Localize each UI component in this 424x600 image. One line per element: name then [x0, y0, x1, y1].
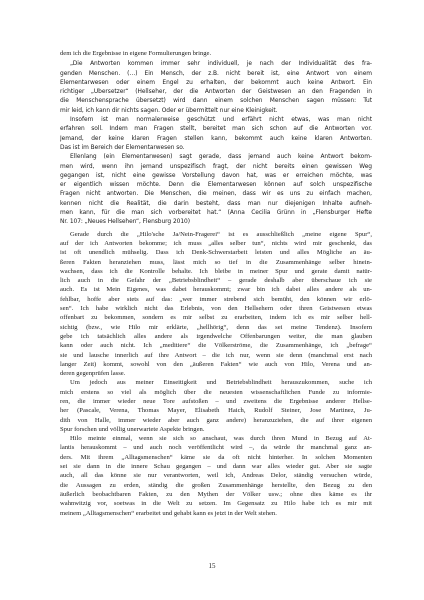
text-line: die Menschensprache übersetzt) wird dann einem solchen Menschen sagen müssen: Tut: [60, 98, 372, 105]
text-line: ßeren Fakten heranziehen muss, lässt mich so tief in die Zusammenhänge selber hinein-: [60, 258, 372, 266]
text-line: die Aussagen zu erden, ständig die großen Zusammenhänge herstellte, den Bezug zu den: [60, 481, 372, 489]
text-line: meinem „Alltagsmenschen“ erarbeitet und gehabt kann es jetzt in der Welt stehen.: [60, 509, 277, 517]
text-line: mir leid, ich kann dir nichts sagen. Oder er übermittelt nur eine Kleinigkeit.: [60, 107, 278, 114]
text-line: wahnwitzig vor, soetwas in die Welt zu setzen. Im Gegensatz zu Hilo habe ich es mir mit: [60, 500, 372, 508]
text-line: genden Menschen. (…) Ein Mensch, der z.B. nicht bereit ist, eine Antwort von einem: [60, 70, 372, 77]
text-line: „Die Antworten kommen immer sehr individuell, je nach der Individualität des fra-: [70, 61, 372, 68]
text-line: lantis herauskommt – und auch noch veröffentlicht wird –, da würde ihr manchmal ganz an-: [60, 444, 372, 452]
text-line: Elementarwesen oder einem Engel zu erhalten, der bekommt auch keine Antwort. Ein: [60, 79, 372, 86]
body-paragraphs: [60, 230, 372, 518]
text-line: auf der ich Antworten bekomme; ich muss „alles selber tun“, nichts wird mir geschenkt, das: [60, 239, 372, 247]
body-paragraphs: [60, 49, 372, 58]
text-line: lich auch in die Gefahr der „Betriebsblindheit“ – gerade deshalb aber überschaue ich sie: [60, 277, 372, 285]
text-line: auch. Es ist Mein Eigenes, was dabei herauskommt; zwar bin ich dabei alles andere als un-: [60, 286, 372, 294]
text-line: Spur forschen und völlig unerwartete Aspekte bringen.: [60, 425, 205, 433]
text-line: her (Pascale, Verena, Thomas Mayer, Elisabeth Haich, Rudolf Steiner, Jose Martinez, Ju-: [60, 407, 372, 415]
text-line: gebe ich tatsächlich alles andere als irgendwelche Offenbarungen weiter, die man glauben: [60, 332, 372, 340]
text-line: ren, die immer wieder neue Tore aufstoßen – und zweitens die Ergebnisse anderer Hellse-: [60, 397, 372, 405]
text-line: kann oder auch nicht. Ich „meditiere“ die Völkerströme, die Zusammenhänge, ich „befrage“: [60, 342, 372, 350]
text-line: wachsen, dass ich die Kontrolle behalte. Ich bleibe in meiner Spur und gerate damit natür-: [60, 267, 372, 275]
text-line: ist oft unendlich mühselig. Dass ich Denk-Schwerstarbeit leisten und alles Mögliche an äu-: [60, 249, 372, 257]
text-line: deren gegenprüfen lasse.: [60, 370, 126, 378]
page-number: 15: [208, 562, 216, 570]
quote-block: [60, 60, 372, 227]
text-line: Jemand, der keine klaren Fragen stellen kann, bekommt auch keine klaren Antworten.: [60, 135, 372, 142]
text-line: Fragen nicht antworten. Die Menschen, die meinen, dass wir es uns zu einfach machen,: [60, 191, 372, 198]
text-line: er eigentlich wissen möchte. Denn die Elementarwesen können auf solch unspezifische: [60, 182, 372, 189]
text-line: kennen nicht die Realität, die darin besteht, dass man nur diejenigen Inhalte aufneh-: [60, 200, 372, 207]
text-line: Ellenlang (ein Elementarwesen) sagt gerade, dass jemand auch keine Antwort bekom-: [70, 154, 372, 161]
text-line: men kann, für die man sich vorbereitet hat.“ (Anna Cecilia Grünn in „Flensburger Hefte: [60, 210, 372, 217]
text-line: äußerlich beobachtbaren Fakten, zu den Mythen der Völker usw.; ohne dies käme es ihr: [60, 490, 372, 498]
text-line: Gerade durch die „Hilo'sche Ja/Nein-Fragerei“ ist es ausschließlich „meine eigene Spur“,: [70, 230, 372, 238]
text-line: auch, all das könne sie nur verantworten, weil ich, Andreas Delor, ständig versuchen würde,: [60, 472, 372, 480]
page-content: [60, 49, 372, 518]
text-line: mich erstens so viel als möglich über die neuesten wissenschaftlichen Funde zu informie-: [60, 388, 372, 396]
text-line: dith von Halle, immer wieder aber auch ganz andere) heranzuziehen, die auf ihrer eigenen: [60, 416, 372, 424]
text-line: sei sie dann in die innere Schau gegangen – und dann war alles wieder gut. Aber sie sagte: [60, 463, 372, 471]
text-line: erfahren soll. Indem man Fragen stellt, bereitet man sich schon auf die Antworten vor.: [60, 126, 372, 133]
text-line: gegangen ist, nicht eine gewisse Vorstellung davon hat, was er erreichen möchte, was: [60, 172, 372, 179]
text-line: dem ich die Ergebnisse in eigene Formulierungen bringe.: [60, 50, 212, 57]
text-line: sie und lausche innerlich auf ihre Antwort – die ich nur, wenn sie denn (manchmal erst nach: [60, 351, 372, 359]
text-line: langer Zeit) kommt, sowohl von den „äußeren Fakten“ wie auch von Hilo, Verena und an-: [60, 360, 372, 368]
text-line: men wird, wenn ihn jemand unspezifisch fragt, der nicht bereits einen gewissen Weg: [60, 163, 372, 170]
text-line: offenbart zu bekommen, sondern es mir selbst zu erarbeiten, indem ich es mir selber hell-: [60, 314, 372, 322]
text-line: Das ist im Bereich der Elementarwesen so.: [60, 144, 185, 151]
text-line: ders. Mit ihrem „Alltagsmenschen“ käme sie da oft nicht hinterher. In solchen Momenten: [60, 453, 372, 461]
text-line: Insofern ist man normalerweise geschützt und erfährt nicht etwas, was man nicht: [70, 117, 372, 124]
text-line: fehlbar, hoffe aber stets auf das: „wer immer strebend sich bemüht, den können wir erlö-: [60, 295, 372, 303]
text-line: sichtig (bzw., wie Hilo mir erklärte, „hellhörig“, denn das sei meine Tendenz). Insofern: [60, 323, 372, 331]
text-line: Nr. 107: „Neues Hellsehen“, Flensburg 2010): [60, 219, 190, 226]
text-line: Hilo meinte einmal, wenn sie sich so anschaut, was durch ihren Mund in Bezug auf At-: [70, 435, 372, 443]
text-line: richtiger „Übersetzer“ (Hellseher, der die Antworten der Geistwesen an den Fragenden in: [60, 89, 372, 96]
text-line: sen“. Ich habe wirklich nicht das Erlebnis, von den Hellsehern oder ihren Geistwesen etwas: [60, 305, 372, 313]
text-line: Um jedoch aus meiner Einseitigkeit und Betriebsblindheit herauszukommen, suche ich: [70, 379, 372, 387]
